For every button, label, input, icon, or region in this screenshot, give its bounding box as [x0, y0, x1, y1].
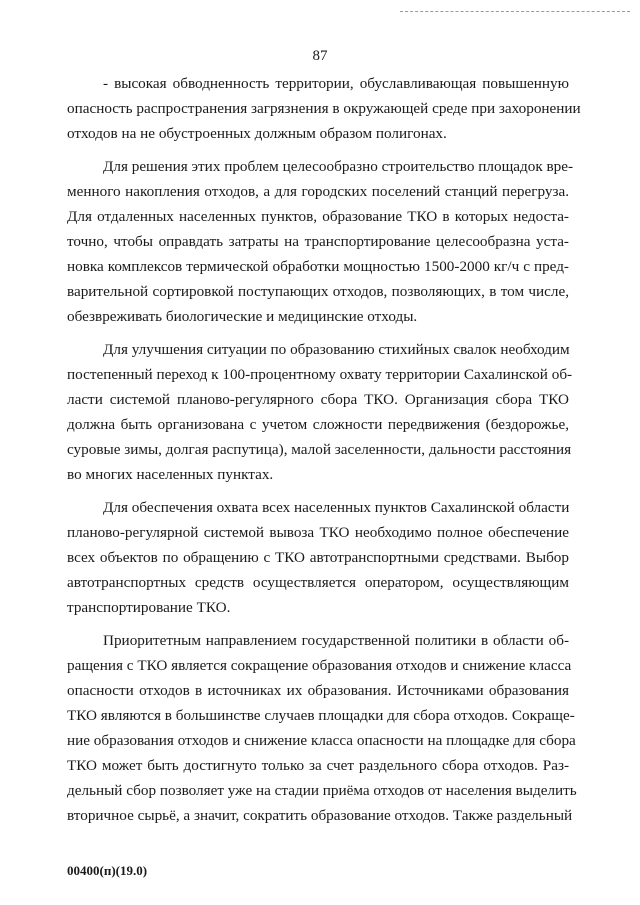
- text-line: планово-регулярной системой вывоза ТКО необходимо полное обеспечение: [67, 524, 569, 541]
- paragraph-2: [67, 154, 574, 329]
- text-line: новка комплексов термической обработки мощностью 1500-2000 кг/ч с пред-: [67, 258, 569, 275]
- text-line: дельный сбор позволяет уже на стадии приёма отходов от населения выделить: [67, 782, 577, 799]
- text-line: суровые зимы, долгая распутица), малой заселенности, дальности расстояния: [67, 441, 572, 458]
- document-code: 00400(п)(19.0): [67, 863, 148, 878]
- page-number: 87: [312, 48, 328, 64]
- paragraph-4: [67, 495, 569, 620]
- text-line: точно, чтобы оправдать затраты на транспортирование целесообразна уста-: [67, 233, 569, 250]
- text-line: автотранспортных средств осуществляется оператором, осуществляющим: [67, 574, 569, 591]
- document-body: [67, 71, 581, 836]
- text-line: Для обеспечения охвата всех населенных пунктов Сахалинской области: [103, 499, 570, 516]
- text-line: транспортирование ТКО.: [67, 599, 231, 616]
- text-line: опасности отходов в источниках их образования. Источниками образования: [67, 682, 569, 699]
- text-line: ращения с ТКО является сокращение образования отходов и снижение класса: [67, 657, 572, 674]
- text-line: опасность распространения загрязнения в окружающей среде при захоронении: [67, 100, 581, 117]
- text-line: должна быть организована с учетом сложности передвижения (бездорожье,: [67, 416, 569, 433]
- text-line: Для отдаленных населенных пунктов, образование ТКО в которых недоста-: [67, 208, 569, 225]
- text-line: Приоритетным направлением государственной политики в области об-: [103, 632, 569, 649]
- text-line: ТКО может быть достигнуто только за счет раздельного сбора отходов. Раз-: [67, 757, 569, 774]
- top-dashed-rule: [400, 11, 630, 12]
- text-line: - высокая обводненность территории, обуславливающая повышенную: [103, 75, 569, 92]
- text-line: обезвреживать биологические и медицинские отходы.: [67, 308, 418, 325]
- paragraph-1: [67, 71, 581, 146]
- text-line: варительной сортировкой поступающих отходов, позволяющих, в том числе,: [67, 283, 569, 300]
- text-line: вторичное сырьё, а значит, сократить образование отходов. Также раздельный: [67, 807, 573, 824]
- text-line: постепенный переход к 100-процентному охвату территории Сахалинской об-: [67, 366, 573, 383]
- text-line: ние образования отходов и снижение класса опасности на площадке для сбора: [67, 732, 576, 749]
- text-line: ТКО являются в большинстве случаев площадки для сбора отходов. Сокраще-: [67, 707, 575, 724]
- text-line: ласти системой планово-регулярного сбора ТКО. Организация сбора ТКО: [67, 391, 569, 408]
- text-line: Для решения этих проблем целесообразно строительство площадок вре-: [103, 158, 574, 175]
- paragraph-5: [67, 628, 577, 828]
- text-line: во многих населенных пунктах.: [67, 466, 274, 483]
- paragraph-3: [67, 337, 573, 487]
- text-line: Для улучшения ситуации по образованию стихийных свалок необходим: [103, 341, 570, 358]
- text-line: всех объектов по обращению с ТКО автотранспортными средствами. Выбор: [67, 549, 569, 566]
- text-line: отходов на не обустроенных должным образом полигонах.: [67, 125, 447, 142]
- text-line: менного накопления отходов, а для городских поселений станций перегруза.: [67, 183, 569, 200]
